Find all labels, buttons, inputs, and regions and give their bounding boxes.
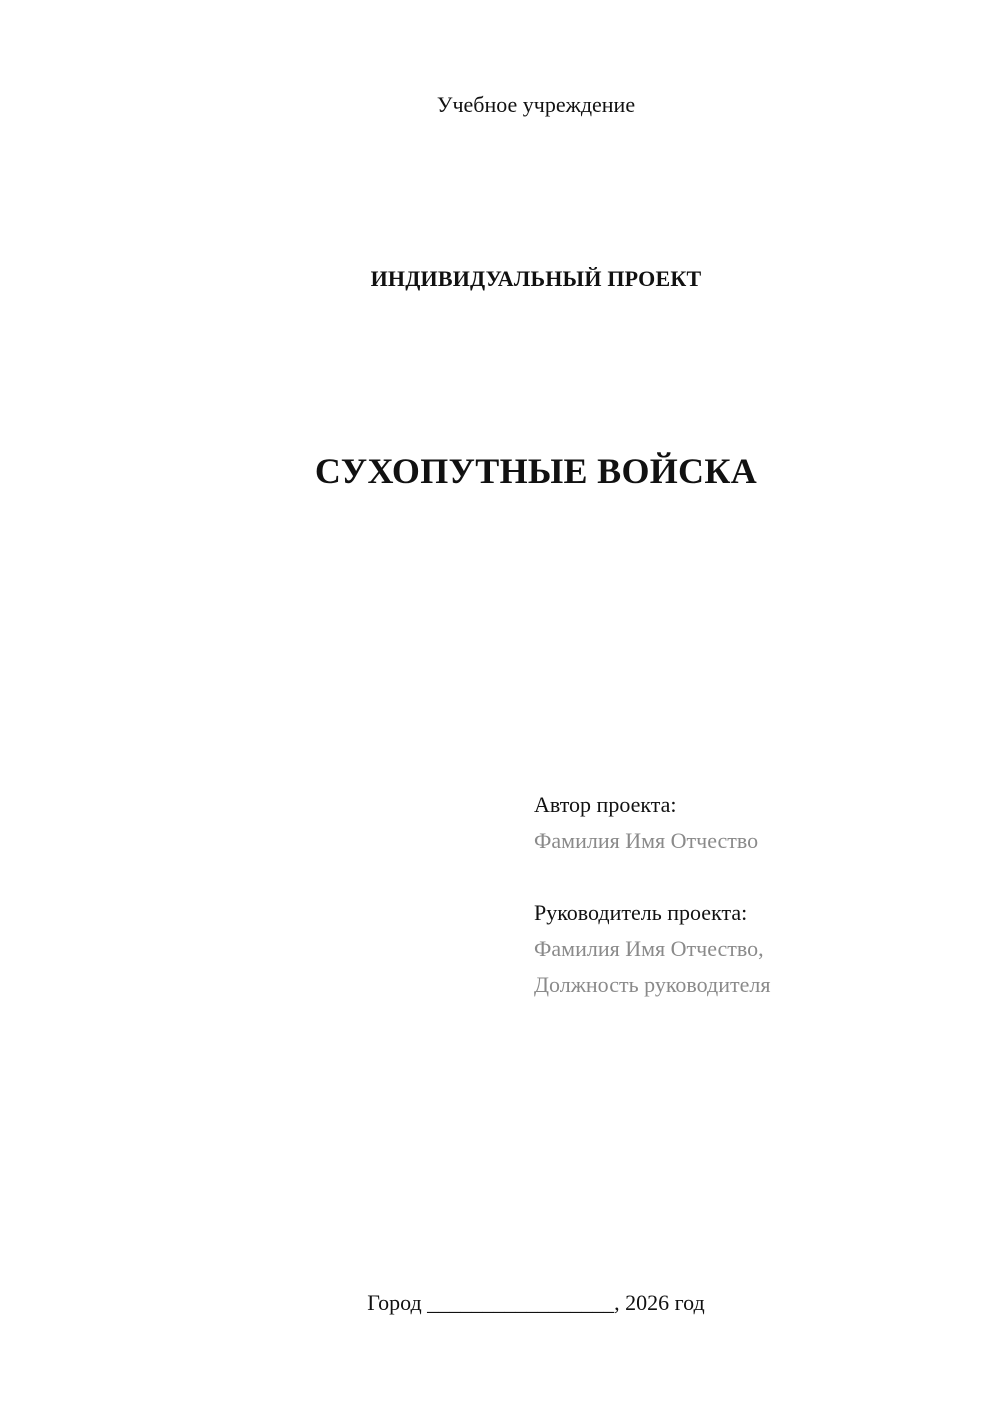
author-label: Автор проекта: — [534, 792, 677, 817]
supervisor-name: Фамилия Имя Отчество, — [534, 936, 764, 961]
supervisor-label: Руководитель проекта: — [534, 900, 748, 925]
author-name: Фамилия Имя Отчество — [534, 828, 759, 853]
document-type: ИНДИВИДУАЛЬНЫЙ ПРОЕКТ — [370, 266, 702, 291]
city-year-line: Город _________________, 2026 год — [367, 1290, 705, 1315]
project-info — [534, 787, 770, 1003]
supervisor-position: Должность руководителя — [534, 972, 771, 997]
spacer — [534, 859, 770, 895]
institution-name: Учебное учреждение — [436, 92, 636, 117]
document-title: СУХОПУТНЫЕ ВОЙСКА — [314, 451, 758, 491]
